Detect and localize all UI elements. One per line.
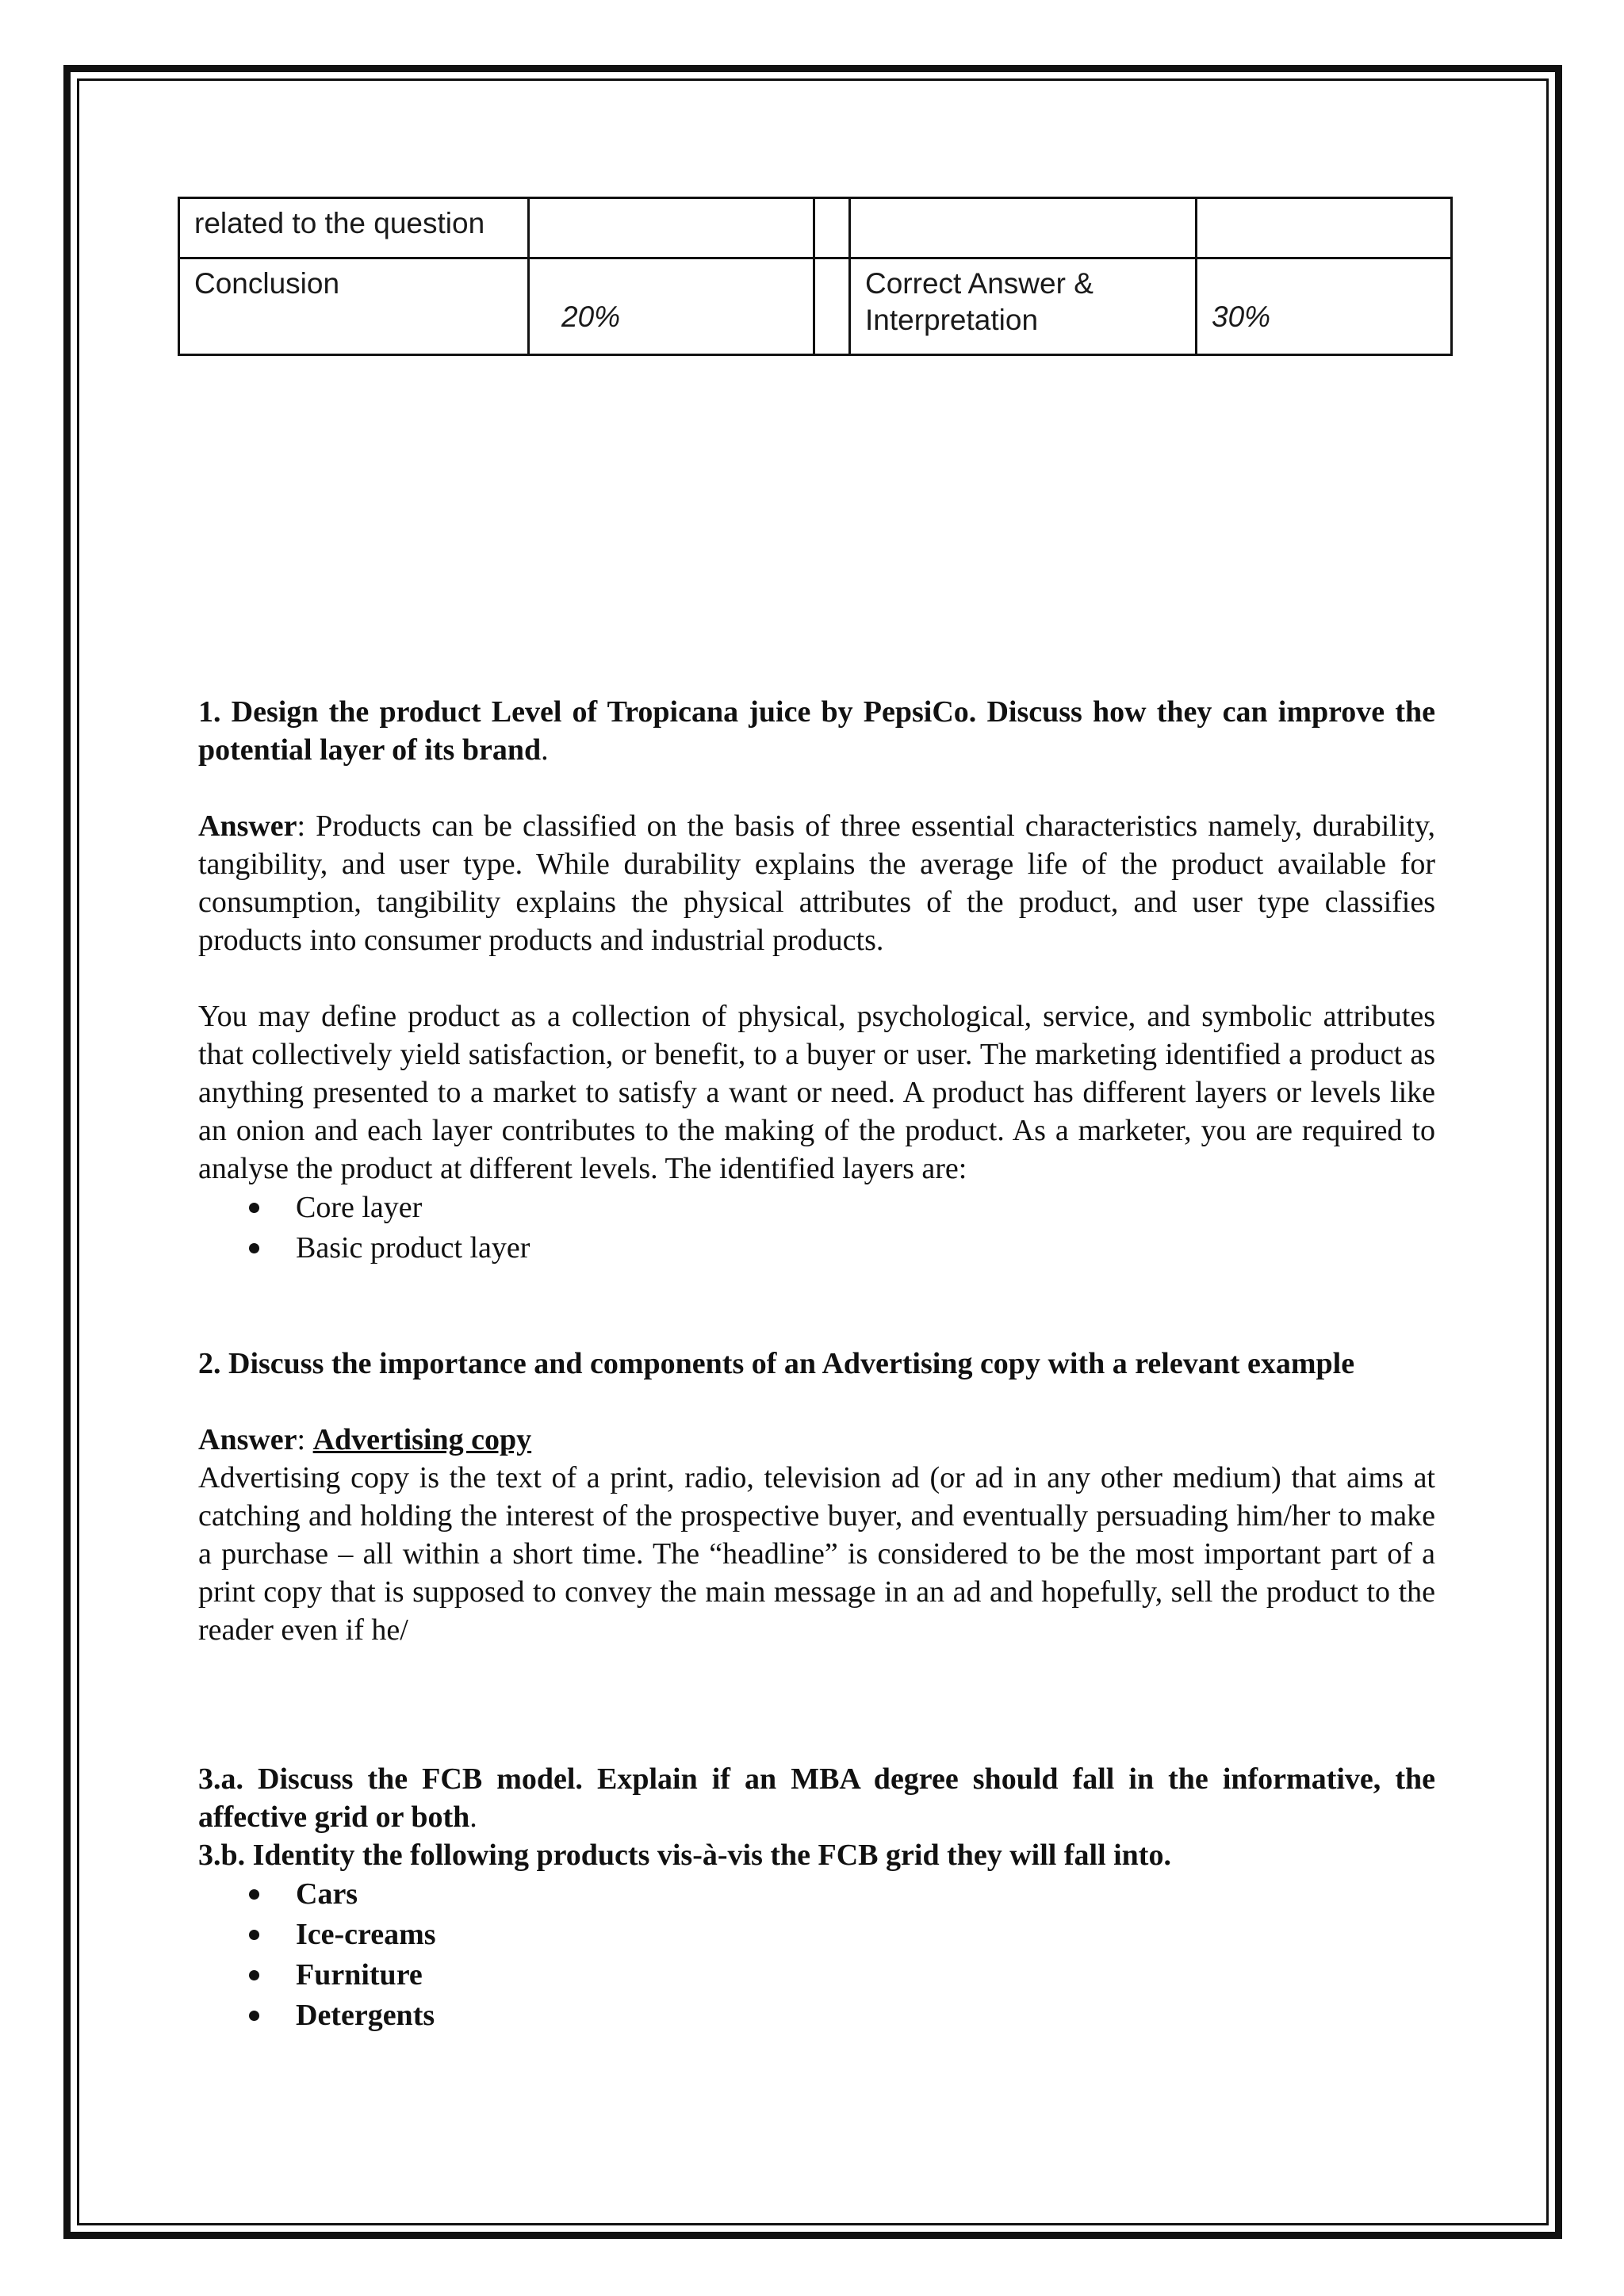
table-row bbox=[179, 258, 1452, 355]
question-2-answer-body: Advertising copy is the text of a print, radio, television ad (or ad in any other medium) that aims at catching and holding the interest of the prospective buyer, and eventually persuading him/her to make a purchase – all within a short time. The “headline” is considered to be the most important part of a print copy that is supposed to convey the main message in an ad and hopefully, sell the product to the reader even if he/ bbox=[198, 1461, 1435, 1647]
fcb-products-list bbox=[198, 1874, 1435, 2036]
list-item: Furniture bbox=[198, 1955, 1435, 1996]
question-3b-heading: 3.b. Identity the following products vis-à-vis the FCB grid they will fall into. bbox=[198, 1839, 1171, 1872]
question-3a-heading: 3.a. Discuss the FCB model. Explain if an MBA degree should fall in the informative, the affective grid or both. bbox=[198, 1762, 1435, 1834]
question-1-paragraph-2: You may define product as a collection of physical, psychological, service, and symbolic attributes that collectively yield satisfaction, or benefit, to a buyer or user. The marketing identified a product as anything presented to a market to satisfy a want or need. A product has different layers or levels like an onion and each layer contributes to the making of the product. As a marketer, you are required to analyse the product at different levels. The identified layers are: bbox=[198, 1000, 1435, 1185]
answer-title: Advertising copy bbox=[312, 1423, 532, 1456]
list-item: Basic product layer bbox=[198, 1228, 1435, 1269]
criterion-cell bbox=[850, 198, 1197, 258]
bullet-icon bbox=[249, 1203, 259, 1213]
bullet-icon bbox=[249, 1930, 259, 1940]
weight-conclusion: 20% bbox=[561, 300, 621, 333]
question-1-heading: 1. Design the product Level of Tropicana juice by PepsiCo. Discuss how they can improve the potential layer of its brand. bbox=[198, 695, 1435, 767]
spacer-cell bbox=[814, 198, 850, 258]
bullet-icon bbox=[249, 1243, 259, 1253]
weight-cell bbox=[529, 258, 814, 355]
bullet-icon bbox=[249, 1889, 259, 1900]
evaluation-rubric-table bbox=[178, 197, 1453, 356]
criterion-cell bbox=[850, 258, 1197, 355]
question-2-answer-label-line: Answer: Advertising copy bbox=[198, 1423, 532, 1456]
criterion-conclusion: Conclusion bbox=[194, 267, 340, 300]
document-body bbox=[198, 693, 1435, 2036]
criterion-cell: related to the question bbox=[179, 198, 529, 258]
list-item: Ice-creams bbox=[198, 1915, 1435, 1955]
weight-correct-answer: 30% bbox=[1212, 300, 1271, 333]
answer-label: Answer bbox=[198, 1423, 297, 1456]
criterion-cell bbox=[179, 258, 529, 355]
weight-cell bbox=[1197, 198, 1452, 258]
table-row bbox=[179, 198, 1452, 258]
list-item: Core layer bbox=[198, 1188, 1435, 1228]
product-layers-list bbox=[198, 1188, 1435, 1269]
bullet-icon bbox=[249, 1970, 259, 1980]
weight-cell bbox=[1197, 258, 1452, 355]
weight-cell bbox=[529, 198, 814, 258]
answer-label: Answer bbox=[198, 809, 297, 843]
bullet-icon bbox=[249, 2011, 259, 2021]
question-1-answer: Answer: Products can be classified on the basis of three essential characteristics namely, durability, tangibility, and user type. While durability explains the average life of the product available for consumption, tangibility explains the physical attributes of the product, and user type classifies products into consumer products and industrial products. bbox=[198, 809, 1435, 957]
criterion-correct-answer: Correct Answer & Interpretation bbox=[865, 267, 1094, 336]
list-item: Detergents bbox=[198, 1996, 1435, 2036]
spacer-cell bbox=[814, 258, 850, 355]
question-2-heading: 2. Discuss the importance and components of an Advertising copy with a relevant example bbox=[198, 1347, 1355, 1380]
list-item: Cars bbox=[198, 1874, 1435, 1915]
